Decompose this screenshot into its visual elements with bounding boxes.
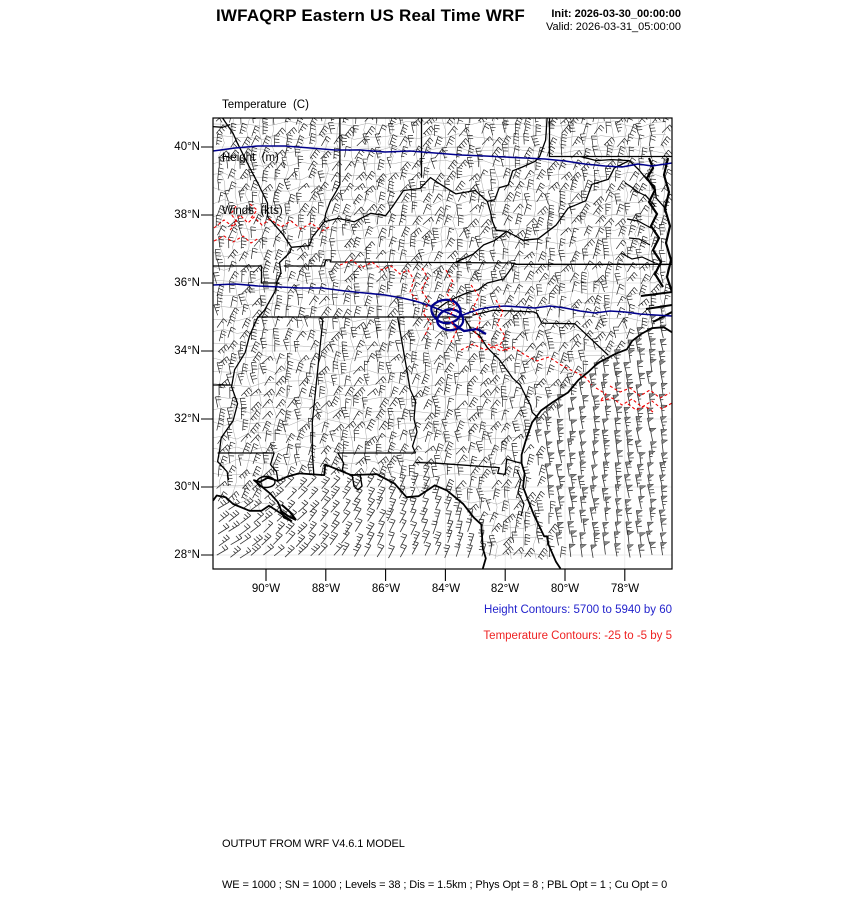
lon-tick-label: 80°W [550,583,580,595]
lon-tick-label: 84°W [431,583,461,595]
lon-tick-label: 86°W [371,583,401,595]
lat-tick-label: 34°N [174,345,200,357]
legend-winds: Winds (kts) [222,205,283,217]
legend-height: Height (m) [222,152,279,164]
model-output-footer [222,811,667,906]
valid-time-label: Valid: 2026-03-31_05:00:00 [546,21,681,33]
lon-tick-label: 82°W [490,583,520,595]
lat-tick-label: 36°N [174,277,200,289]
lon-tick-label: 88°W [311,583,341,595]
height-contours-note: Height Contours: 5700 to 5940 by 60 [484,604,672,616]
lat-tick-label: 30°N [174,481,200,493]
field-legend [222,61,309,238]
lon-tick-label: 90°W [251,583,281,595]
lat-tick-label: 38°N [174,209,200,221]
footer-config-line: WE = 1000 ; SN = 1000 ; Levels = 38 ; Dis = 1.5km ; Phys Opt = 8 ; PBL Opt = 1 ; Cu Opt = 0 [222,878,668,891]
temperature-contours-note: Temperature Contours: -25 to -5 by 5 [483,630,672,642]
legend-temperature: Temperature (C) [222,99,309,111]
lat-tick-label: 28°N [174,549,200,561]
init-time-label: Init: 2026-03-30_00:00:00 [551,8,681,20]
footer-model-line: OUTPUT FROM WRF V4.6.1 MODEL [222,838,405,850]
lon-tick-label: 78°W [610,583,640,595]
page-title: IWFAQRP Eastern US Real Time WRF [216,6,526,25]
lat-tick-label: 32°N [174,413,200,425]
lat-tick-label: 40°N [174,141,200,153]
